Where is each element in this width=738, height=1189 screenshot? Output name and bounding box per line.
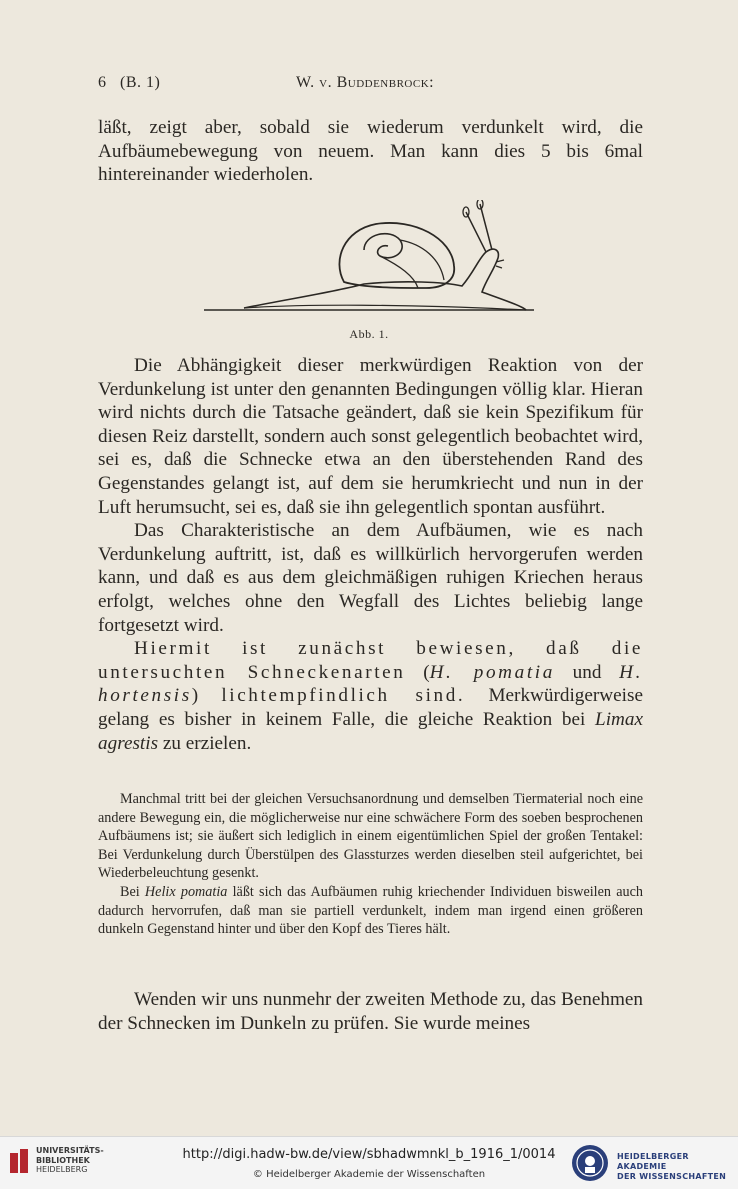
shell-whorl-line-2 <box>380 256 418 288</box>
snail-figure <box>204 200 534 320</box>
lower-tentacles <box>496 260 504 268</box>
running-head-author: W. v. Buddenbrock: <box>296 74 435 91</box>
spaced-text-b: lichtempfindlich sind. <box>221 685 466 707</box>
small-paragraph-2: Bei Helix pomatia läßt sich das Aufbäumen ruhig kriechender Individuen bisweilen auch dadurch hervorrufen, daß man sie partiell verdunkelt, indem man irgend einen größeren dunkeln Gegenstand hinter und über den Kopf des Tieres hält. <box>98 883 644 938</box>
shell-whorl-line <box>400 240 444 280</box>
paragraph-3: Das Charakteristische an dem Aufbäumen, wie es nach Verdunkelung auftritt, ist, daß es willkürlich hervorgerufen werden kann, und daß es aus dem gleichmäßigen ruhigen Kriechen heraus erfolgt, welches ohne den Wegfall des Lichtes beliebig lange fortgesetzt wird. <box>98 520 643 636</box>
paragraph-4: Hiermit ist zunächst bewiesen, daß die untersuchten Schneckenarten (H. pomatia und H. hortensis) lichtempfindlich sind. Merkwürdigerweise gelang es bisher in keinem Falle, die gleiche Reaktion bei Limax agrestis zu erzielen. <box>98 638 644 754</box>
academy-seal-icon[interactable] <box>570 1143 610 1183</box>
library-name: UNIVERSITÄTS- BIBLIOTHEK HEIDELBERG <box>36 1146 104 1174</box>
viewer-footer <box>0 1136 738 1189</box>
text-rest-a: Merkwürdigerweise gelang es bisher in keinem Falle, die gleiche Reaktion bei <box>98 685 643 730</box>
figure-caption: Abb. 1. <box>349 327 389 341</box>
text-block-last <box>98 988 643 1035</box>
small-paragraph-1: Manchmal tritt bei der gleichen Versuchsanordnung und demselben Tiermaterial noch eine andere Bewegung ein, die möglicherweise nur eine schwächere Form des soeben besprochenen Aufbäumens ist; sie äußert sich lediglich in einem eigentümlichen Spiel der großen Tentakel: Bei Verdunkelung durch Überstülpen des Glassturzes werden dieselben steil aufgerichtet, bei Wiederbeleuchtung gesenkt. <box>98 791 643 882</box>
copyright-notice: © Heidelberger Akademie der Wissenschaften <box>252 1169 486 1180</box>
species-limax: Limax agrestis <box>98 708 644 754</box>
species-pomatia: H. pomatia <box>429 661 555 683</box>
page-number: 6 (B. 1) <box>98 74 161 91</box>
conjunction: und <box>572 661 602 683</box>
academy-name: HEIDELBERGER AKADEMIE DER WISSENSCHAFTEN <box>617 1152 727 1181</box>
text-rest-b: zu erzielen. <box>162 732 252 754</box>
small-print-block <box>98 790 643 939</box>
spaced-text-a: Hiermit ist zunächst bewiesen, daß die untersuchten Schneckenarten <box>98 638 643 683</box>
species-helix: Helix pomatia <box>144 883 228 900</box>
snail-foot <box>244 305 526 310</box>
text-block-main <box>98 354 643 755</box>
permalink-url[interactable]: http://digi.hadw-bw.de/view/sbhadwmnkl_b_1916_1/0014 <box>182 1147 556 1162</box>
paragraph-2: Die Abhängigkeit dieser merkwürdigen Reaktion von der Verdunkelung ist unter den genannten Bedingungen völlig klar. Hieran wird nichts durch die Tatsache geändert, daß sie kein Spezifikum für diesen Reiz darstellt, sondern auch sonst gelegentlich beobachtet wird, sei es, daß die Schnecke etwa an den überstehenden Rand des Gegenstandes gelangt ist, auf dem sie herumkriecht und nun in der Luft herumsucht, sei es, daß sie ihn gelegentlich spontan ausführt. <box>98 355 643 518</box>
paragraph-1: läßt, zeigt aber, sobald sie wiederum verdunkelt wird, die Aufbäumebewegung von neuem. Man kann dies 5 bis 6mal hintereinander wiederholen. <box>98 117 643 186</box>
text-block-top <box>98 116 643 187</box>
shell-spiral <box>364 234 402 258</box>
paragraph-5: Wenden wir uns nunmehr der zweiten Methode zu, das Benehmen der Schnecken im Dunkeln zu prüfen. Sie wurde meines <box>98 989 643 1034</box>
species-hortensis: H. hortensis <box>98 661 644 707</box>
